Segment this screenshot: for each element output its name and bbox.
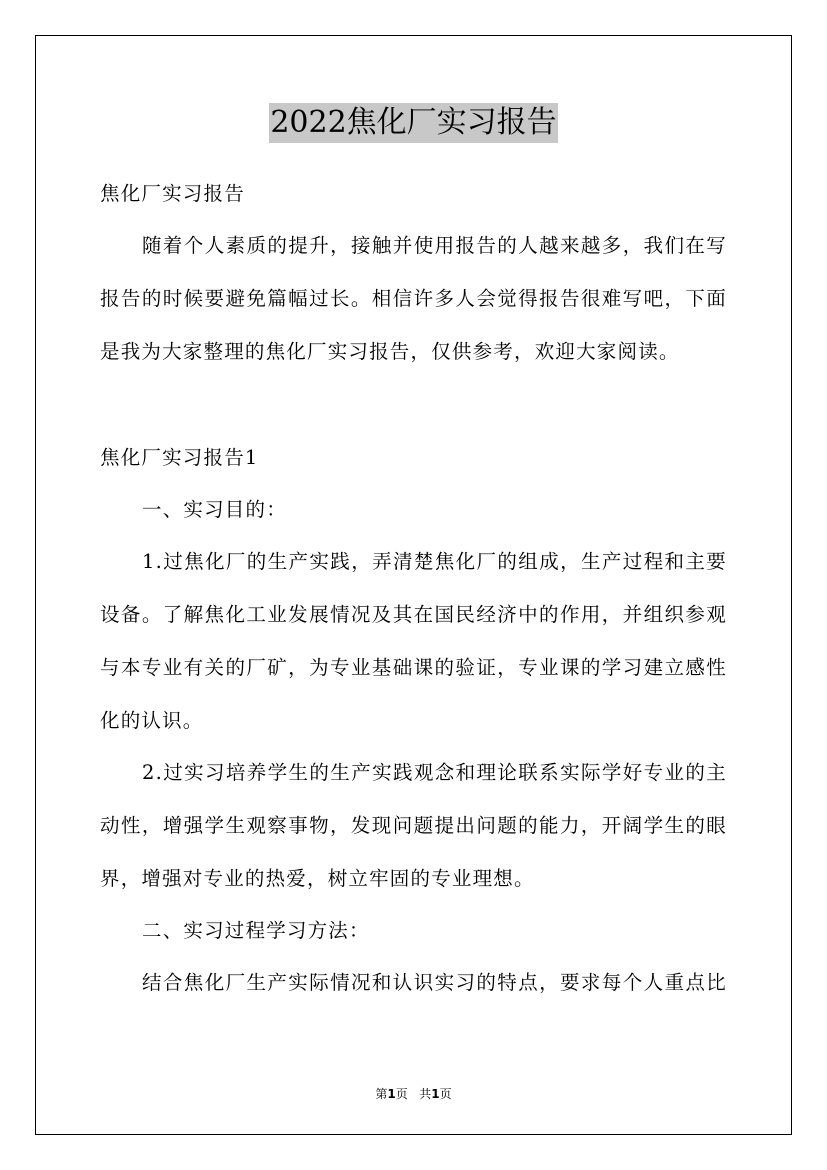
paragraph-line: 1.过焦化厂的生产实践，弄清楚焦化厂的组成，生产过程和主要 <box>142 550 727 573</box>
intro-paragraph-line: 随着个人素质的提升，接触并使用报告的人越来越多，我们在写 <box>142 234 727 257</box>
footer-page-total: 1 <box>431 1087 440 1101</box>
page-footer <box>0 1086 827 1102</box>
paragraph-line: 结合焦化厂生产实际情况和认识实习的特点，要求每个人重点比 <box>142 971 727 994</box>
footer-total-prefix: 共 <box>419 1087 432 1101</box>
intro-paragraph-line: 报告的时候要避免篇幅过长。相信许多人会觉得报告很难写吧，下面 <box>100 287 727 310</box>
paragraph-line: 与本专业有关的厂矿，为专业基础课的验证，专业课的学习建立感性 <box>100 656 727 679</box>
document-body <box>100 176 727 1001</box>
footer-page-current: 1 <box>387 1087 396 1101</box>
paragraph-line: 设备。了解焦化工业发展情况及其在国民经济中的作用，并组织参观 <box>100 603 727 626</box>
paragraph-line: 界，增强对专业的热爱，树立牢固的专业理想。 <box>100 867 535 890</box>
paragraph-line: 动性，增强学生观察事物，发现问题提出问题的能力，开阔学生的眼 <box>100 814 727 837</box>
footer-page-prefix: 第 <box>375 1087 388 1101</box>
paragraph-line: 化的认识。 <box>100 709 204 732</box>
intro-paragraph-line: 是我为大家整理的焦化厂实习报告，仅供参考，欢迎大家阅读。 <box>100 340 680 363</box>
section-heading: 焦化厂实习报告 <box>100 182 245 205</box>
report-heading: 焦化厂实习报告1 <box>100 446 259 469</box>
subheading-process: 二、实习过程学习方法： <box>142 919 370 942</box>
title-container <box>0 103 827 143</box>
paragraph-line: 2.过实习培养学生的生产实践观念和理论联系实际学好专业的主 <box>142 761 727 784</box>
footer-page-suffix: 页 <box>395 1087 408 1101</box>
document-title: 2022焦化厂实习报告 <box>269 103 557 143</box>
footer-total-suffix: 页 <box>439 1087 452 1101</box>
subheading-purpose: 一、实习目的： <box>142 498 287 521</box>
